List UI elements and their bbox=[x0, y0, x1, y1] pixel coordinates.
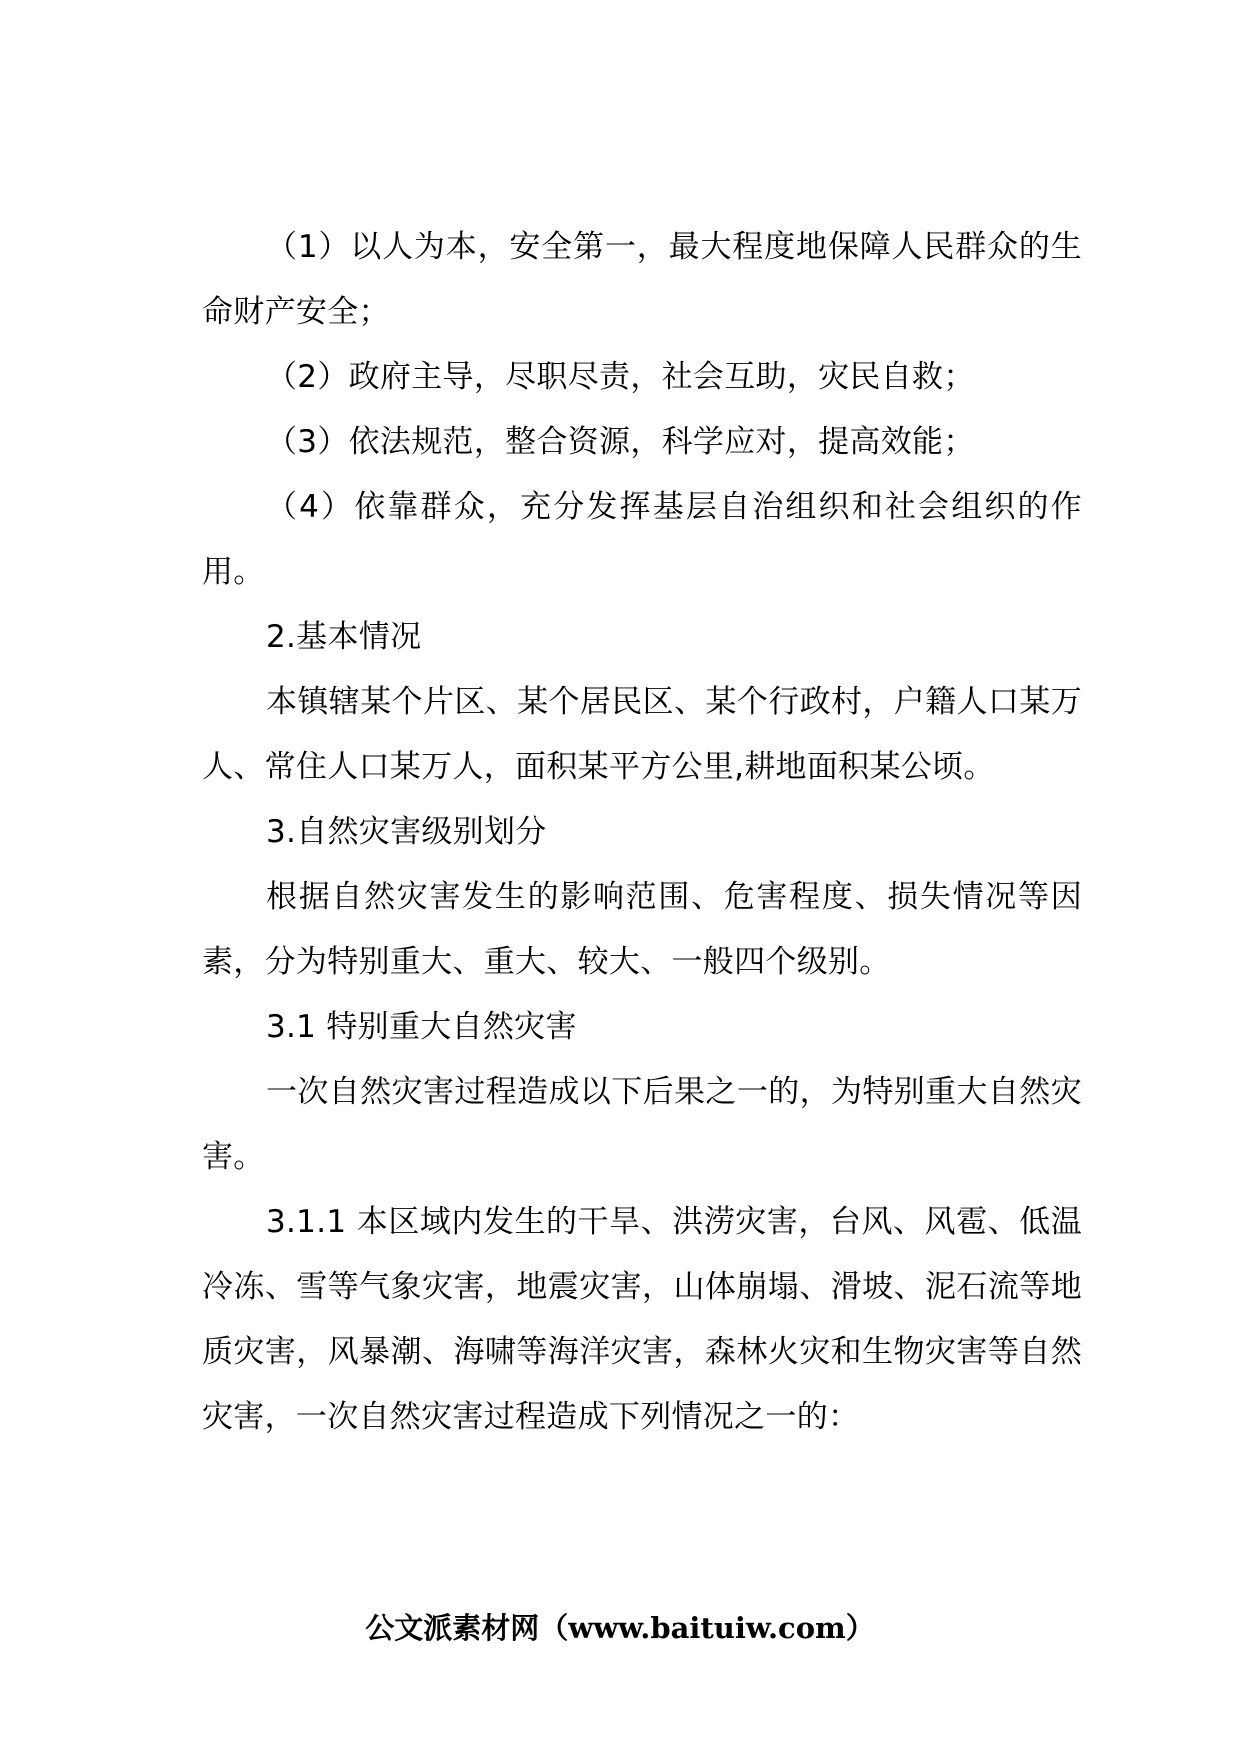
paragraph: （4）依靠群众，充分发挥基层自治组织和社会组织的作用。 bbox=[202, 489, 1082, 590]
section-heading: 2.基本情况 bbox=[266, 619, 422, 655]
section-heading: 3.1 特别重大自然灾害 bbox=[266, 1009, 577, 1045]
footer-watermark: 公文派素材网（www.baituiw.com） bbox=[365, 1611, 875, 1645]
paragraph: 根据自然灾害发生的影响范围、危害程度、损失情况等因素，分为特别重大、重大、较大、一般四个级别。 bbox=[202, 879, 1082, 980]
paragraph: 本镇辖某个片区、某个居民区、某个行政村，户籍人口某万人、常住人口某万人，面积某平方公里,耕地面积某公顷。 bbox=[202, 684, 1082, 785]
paragraph: （1）以人为本，安全第一，最大程度地保障人民群众的生命财产安全； bbox=[202, 229, 1082, 330]
paragraph: 一次自然灾害过程造成以下后果之一的，为特别重大自然灾害。 bbox=[202, 1074, 1082, 1175]
paragraph: （3）依法规范，整合资源，科学应对，提高效能； bbox=[266, 424, 975, 460]
section-heading: 3.自然灾害级别划分 bbox=[266, 814, 547, 850]
paragraph: （2）政府主导，尽职尽责，社会互助，灾民自救； bbox=[266, 359, 975, 395]
document-body bbox=[202, 215, 1082, 1450]
paragraph: 3.1.1 本区域内发生的干旱、洪涝灾害，台风、风雹、低温冷冻、雪等气象灾害，地震灾害，山体崩塌、滑坡、泥石流等地质灾害，风暴潮、海啸等海洋灾害，森林火灾和生物灾害等自然灾害，一次自然灾害过程造成下列情况之一的： bbox=[202, 1204, 1082, 1435]
